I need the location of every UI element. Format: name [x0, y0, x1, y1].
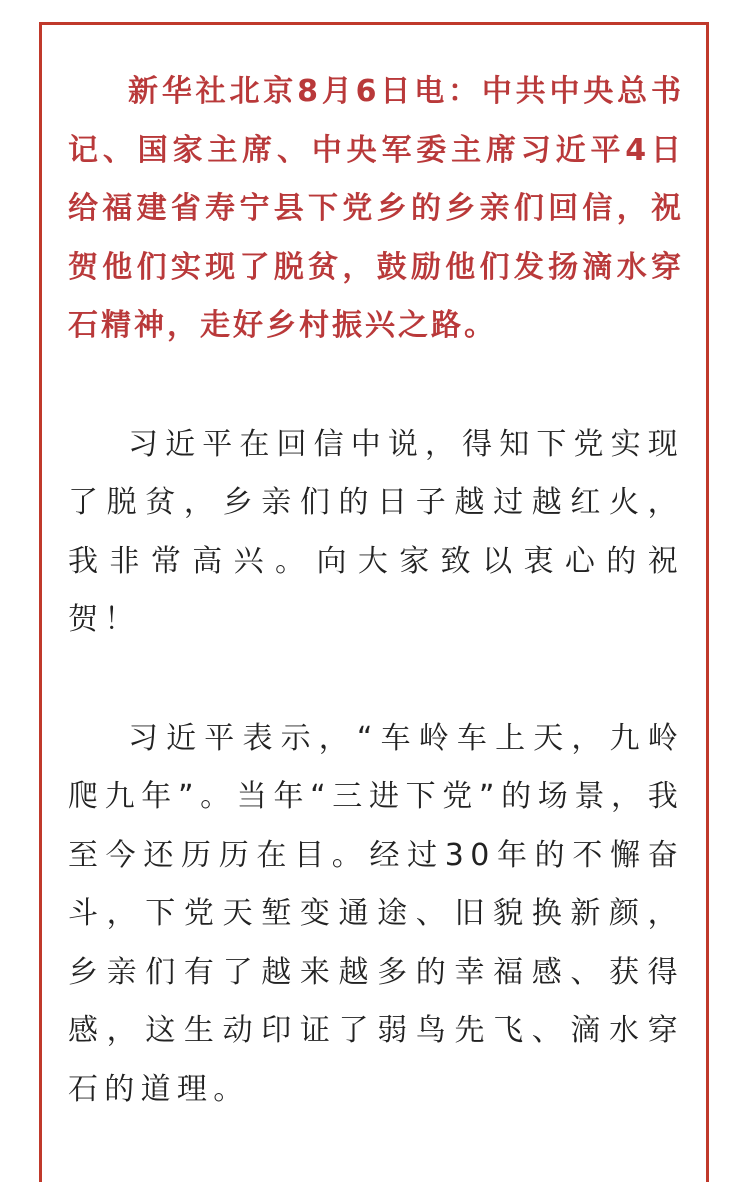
article-frame [39, 22, 709, 1182]
paragraph-spacer [68, 356, 684, 416]
body-paragraph-1: 习近平在回信中说，得知下党实现了脱贫，乡亲们的日子越过越红火，我非常高兴。向大家致以衷心的祝贺！ [68, 426, 684, 637]
paragraph-spacer [68, 650, 684, 710]
article-body [68, 63, 684, 1119]
lead-paragraph: 新华社北京8月6日电：中共中央总书记、国家主席、中央军委主席习近平4日给福建省寿宁县下党乡的乡亲们回信，祝贺他们实现了脱贫，鼓励他们发扬滴水穿石精神，走好乡村振兴之路。 [68, 74, 684, 343]
body-paragraph-2: 习近平表示，“车岭车上天，九岭爬九年”。当年“三进下党”的场景，我至今还历历在目。经过30年的不懈奋斗，下党天堑变通途、旧貌换新颜，乡亲们有了越来越多的幸福感、获得感，这生动印证了弱鸟先飞、滴水穿石的道理。 [68, 720, 684, 1107]
